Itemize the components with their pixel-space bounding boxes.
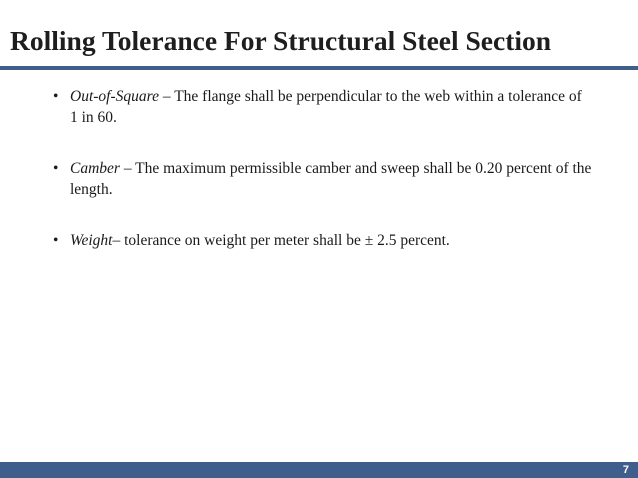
bullet-item-weight	[53, 230, 593, 251]
bullet-item-out-of-square	[53, 86, 593, 128]
bullet-term: Out-of-Square	[70, 88, 159, 105]
footer-bar	[0, 462, 638, 478]
bullet-text: – The flange shall be perpendicular to the web within a tolerance of 1 in 60.	[70, 88, 582, 126]
bullet-list	[53, 86, 593, 281]
bullet-dot-icon: •	[53, 88, 59, 105]
bullet-dot-icon: •	[53, 160, 59, 177]
page-number: 7	[622, 464, 629, 476]
bullet-text: – The maximum permissible camber and sweep shall be 0.20 percent of the length.	[70, 160, 592, 198]
bullet-item-camber	[53, 158, 593, 200]
bullet-dot-icon: •	[53, 232, 59, 249]
title-underline	[0, 66, 638, 70]
slide-title: Rolling Tolerance For Structural Steel Section	[10, 25, 552, 56]
bullet-term: Camber	[70, 160, 120, 177]
bullet-term: Weight	[70, 232, 113, 249]
bullet-text: – tolerance on weight per meter shall be ± 2.5 percent.	[112, 232, 450, 249]
